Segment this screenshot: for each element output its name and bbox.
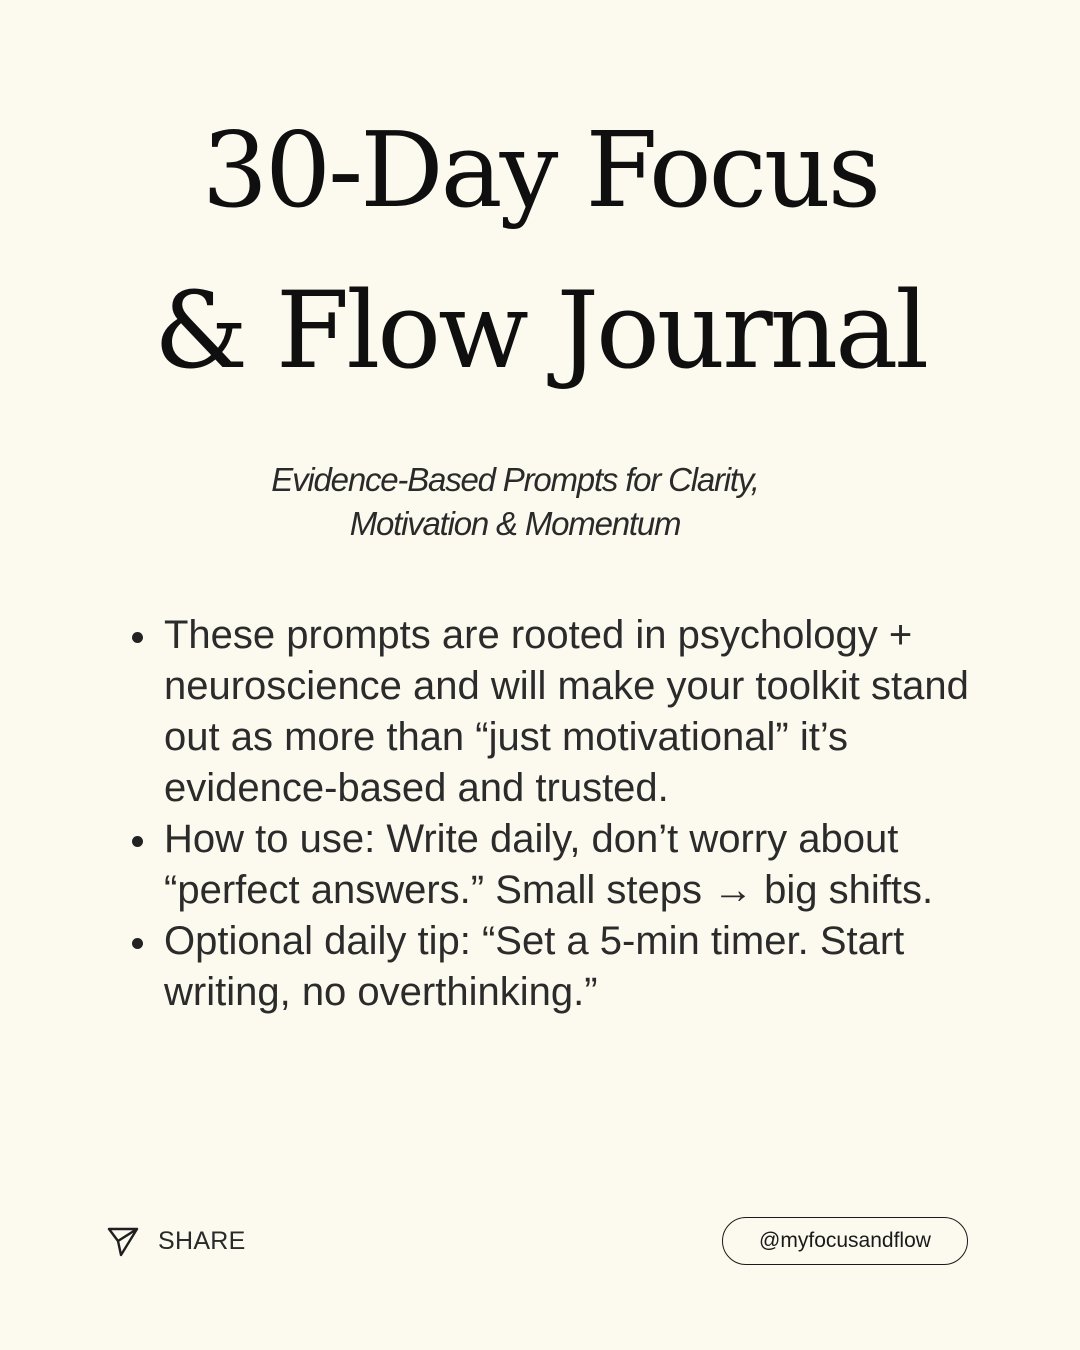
bullet-item-daily-tip: Optional daily tip: “Set a 5-min timer. Start writing, no overthinking.” (130, 916, 1010, 1018)
share-button[interactable] (106, 1224, 246, 1258)
subtitle (0, 458, 1030, 546)
subtitle-line-1: Evidence-Based Prompts for Clarity, (271, 461, 759, 498)
paper-plane-icon (106, 1224, 140, 1258)
title-line-1: 30-Day Focus (201, 109, 879, 231)
bullet-item-psychology: These prompts are rooted in psychology + neuroscience and will make your toolkit stand out as more than “just motivational” it’s evidence-based and trusted. (130, 610, 1010, 814)
bullet-list (130, 610, 1010, 1018)
handle-badge[interactable]: @myfocusandflow (722, 1217, 968, 1265)
title-line-2: & Flow Journal (153, 269, 927, 392)
share-label: SHARE (158, 1226, 246, 1255)
subtitle-line-2: Motivation & Momentum (349, 505, 681, 542)
bullet-item-how-to-use: How to use: Write daily, don’t worry about “perfect answers.” Small steps → big shifts. (130, 814, 1010, 916)
